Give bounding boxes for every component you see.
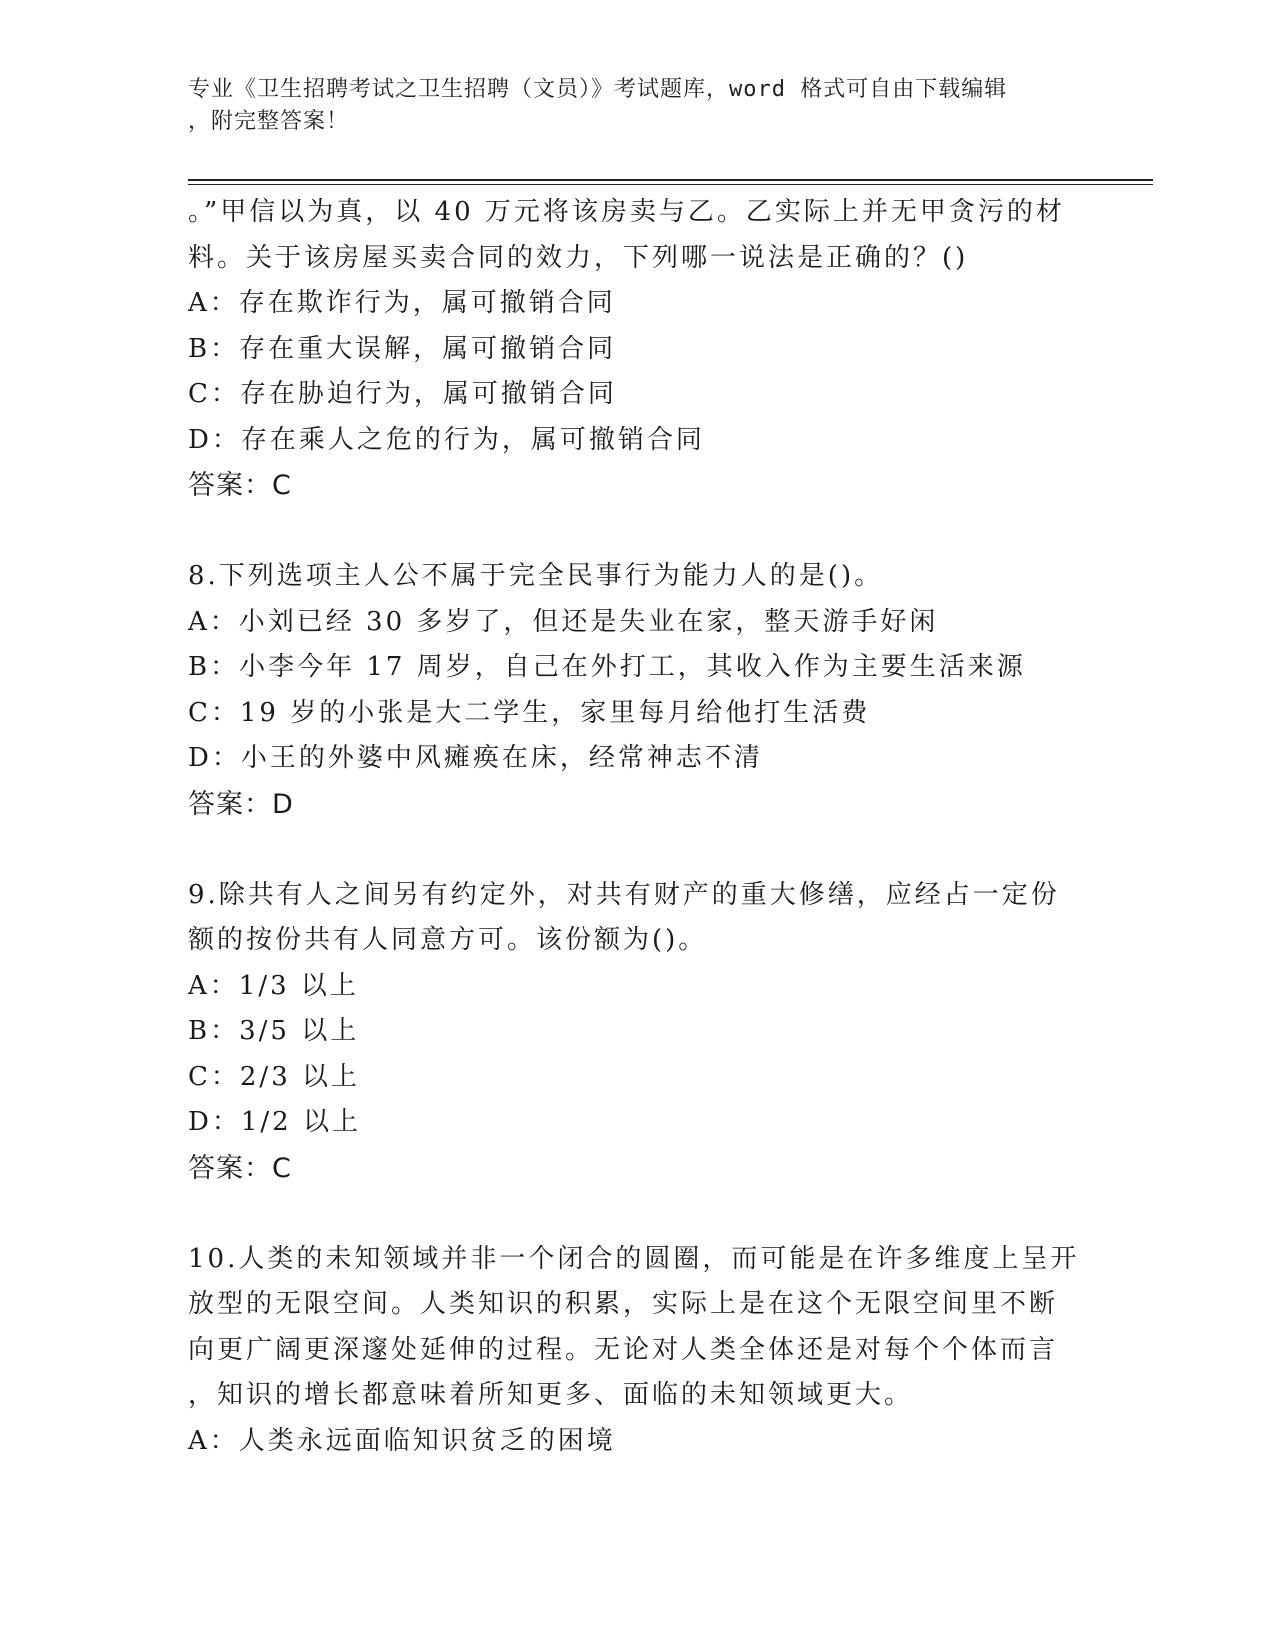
option-d: D：1/2 以上	[188, 1107, 361, 1137]
question-7	[188, 190, 1088, 509]
option-d: D：小王的外婆中风瘫痪在床，经常神志不清	[188, 743, 763, 773]
question-stem-line: ，知识的增长都意味着所知更多、面临的未知领域更大。	[188, 1380, 914, 1410]
question-9	[188, 873, 1088, 1192]
spacer	[188, 827, 1088, 873]
header-line-1: 专业《卫生招聘考试之卫生招聘（文员）》考试题库，word 格式可自由下载编辑	[188, 77, 1008, 102]
option-a: A：存在欺诈行为，属可撤销合同	[188, 288, 616, 318]
option-b: B：小李今年 17 周岁，自己在外打工，其收入作为主要生活来源	[188, 652, 1026, 682]
question-stem-line: 料。关于该房屋买卖合同的效力，下列哪一说法是正确的？()	[188, 242, 969, 273]
option-c: C：2/3 以上	[188, 1061, 361, 1092]
question-stem-line: 向更广阔更深邃处延伸的过程。无论对人类全体还是对每个个体而言	[188, 1334, 1059, 1365]
option-b: B：3/5 以上	[188, 1016, 360, 1046]
page-header	[188, 74, 1068, 138]
question-stem-line: 额的按份共有人同意方可。该份额为()。	[188, 925, 708, 955]
option-a: A：小刘已经 30 多岁了，但还是失业在家，整天游手好闲	[188, 606, 939, 637]
option-c: C：19 岁的小张是大二学生，家里每月给他打生活费	[188, 697, 871, 728]
question-stem-line: 。”甲信以为真，以 40 万元将该房卖与乙。乙实际上并无甲贪污的材	[188, 197, 1065, 227]
question-10	[188, 1237, 1088, 1465]
spacer	[188, 509, 1088, 555]
question-list	[188, 190, 1088, 1464]
answer-label: 答案：C	[188, 470, 292, 501]
question-stem-line: 10.人类的未知领域并非一个闭合的圆圈，而可能是在许多维度上呈开	[188, 1243, 1080, 1274]
question-8	[188, 554, 1088, 827]
answer-label: 答案：C	[188, 1152, 292, 1184]
option-c: C：存在胁迫行为，属可撤销合同	[188, 379, 617, 409]
question-stem-line: 放型的无限空间。人类知识的积累，实际上是在这个无限空间里不断	[188, 1289, 1059, 1319]
question-stem-line: 8.下列选项主人公不属于完全民事行为能力人的是()。	[188, 561, 884, 591]
header-divider	[188, 179, 1153, 185]
option-a: A：人类永远面临知识贫乏的困境	[188, 1425, 616, 1456]
option-a: A：1/3 以上	[188, 970, 359, 1001]
question-stem-line: 9.除共有人之间另有约定外，对共有财产的重大修缮，应经占一定份	[188, 879, 1060, 910]
option-b: B：存在重大误解，属可撤销合同	[188, 333, 617, 364]
spacer	[188, 1191, 1088, 1237]
answer-label: 答案：D	[188, 788, 294, 820]
header-line-2: ，附完整答案！	[188, 109, 350, 134]
option-d: D：存在乘人之危的行为，属可撤销合同	[188, 424, 705, 455]
